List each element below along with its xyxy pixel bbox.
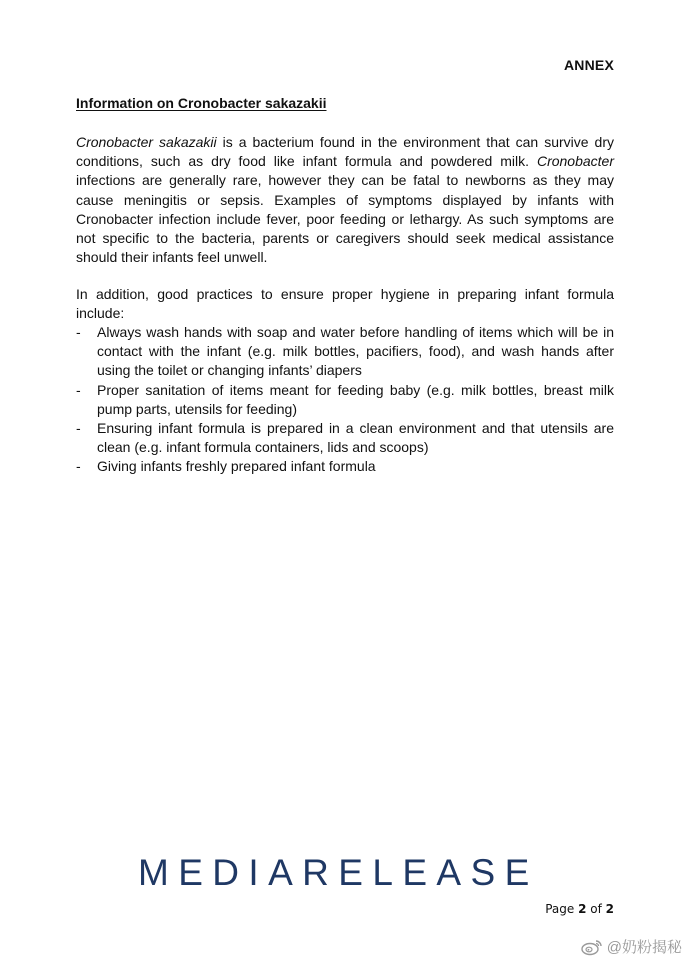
page-middle: of <box>586 902 606 916</box>
media-release-brand: MEDIARELEASE <box>138 852 539 893</box>
italic-species-name: Cronobacter sakazakii <box>76 134 217 150</box>
page-number <box>545 902 614 916</box>
list-item <box>76 381 614 419</box>
list-item <box>76 457 614 476</box>
annex-label: ANNEX <box>563 57 614 73</box>
list-item <box>76 323 614 381</box>
italic-genus-name: Cronobacter <box>536 153 614 170</box>
weibo-icon <box>581 938 603 956</box>
paragraph-hygiene: In addition, good practices to ensure proper hygiene in preparing infant formula include: <box>76 286 614 322</box>
page-prefix: Page <box>545 902 579 916</box>
bullet-dash: - <box>76 381 81 398</box>
paragraph-intro-text-b: infections are generally rare, however they can be fatal to newborns as they may cause meningitis or sepsis. Examples of symptoms displayed by infants with Cronobacter infection include fever, poor feeding or lethargy. As such symptoms are not specific to the bacteria, parents or caregivers should seek medical assistance should their infants feel unwell. <box>76 172 614 266</box>
bullet-dash: - <box>76 324 81 340</box>
list-item-text: Ensuring infant formula is prepared in a clean environment and that utensils are clean (e.g. infant formula containers, lids and scoops) <box>97 420 614 456</box>
page-total: 2 <box>605 902 614 916</box>
section-heading: Information on Cronobacter sakazakii <box>76 95 327 111</box>
list-item-text: Giving infants freshly prepared infant formula <box>97 458 376 475</box>
list-item-text: Always wash hands with soap and water before handling of items which will be in contact with the infant (e.g. milk bottles, pacifiers, food), and wash hands after using the toilet or changing infants’ diapers <box>97 324 614 379</box>
list-item-text: Proper sanitation of items meant for feeding baby (e.g. milk bottles, breast milk pump parts, utensils for feeding) <box>97 381 614 417</box>
bullet-dash: - <box>76 420 81 437</box>
watermark-handle: @奶粉揭秘 <box>606 939 682 956</box>
paragraph-intro-text-a: is a bacterium found in the environment that can survive dry conditions, such as dry food like infant formula and powdered milk. <box>76 134 614 170</box>
page-current: 2 <box>578 902 587 916</box>
list-item <box>76 419 614 457</box>
paragraph-intro <box>76 133 614 267</box>
hygiene-bullet-list <box>76 323 614 477</box>
watermark <box>581 936 682 957</box>
bullet-dash: - <box>76 458 81 475</box>
